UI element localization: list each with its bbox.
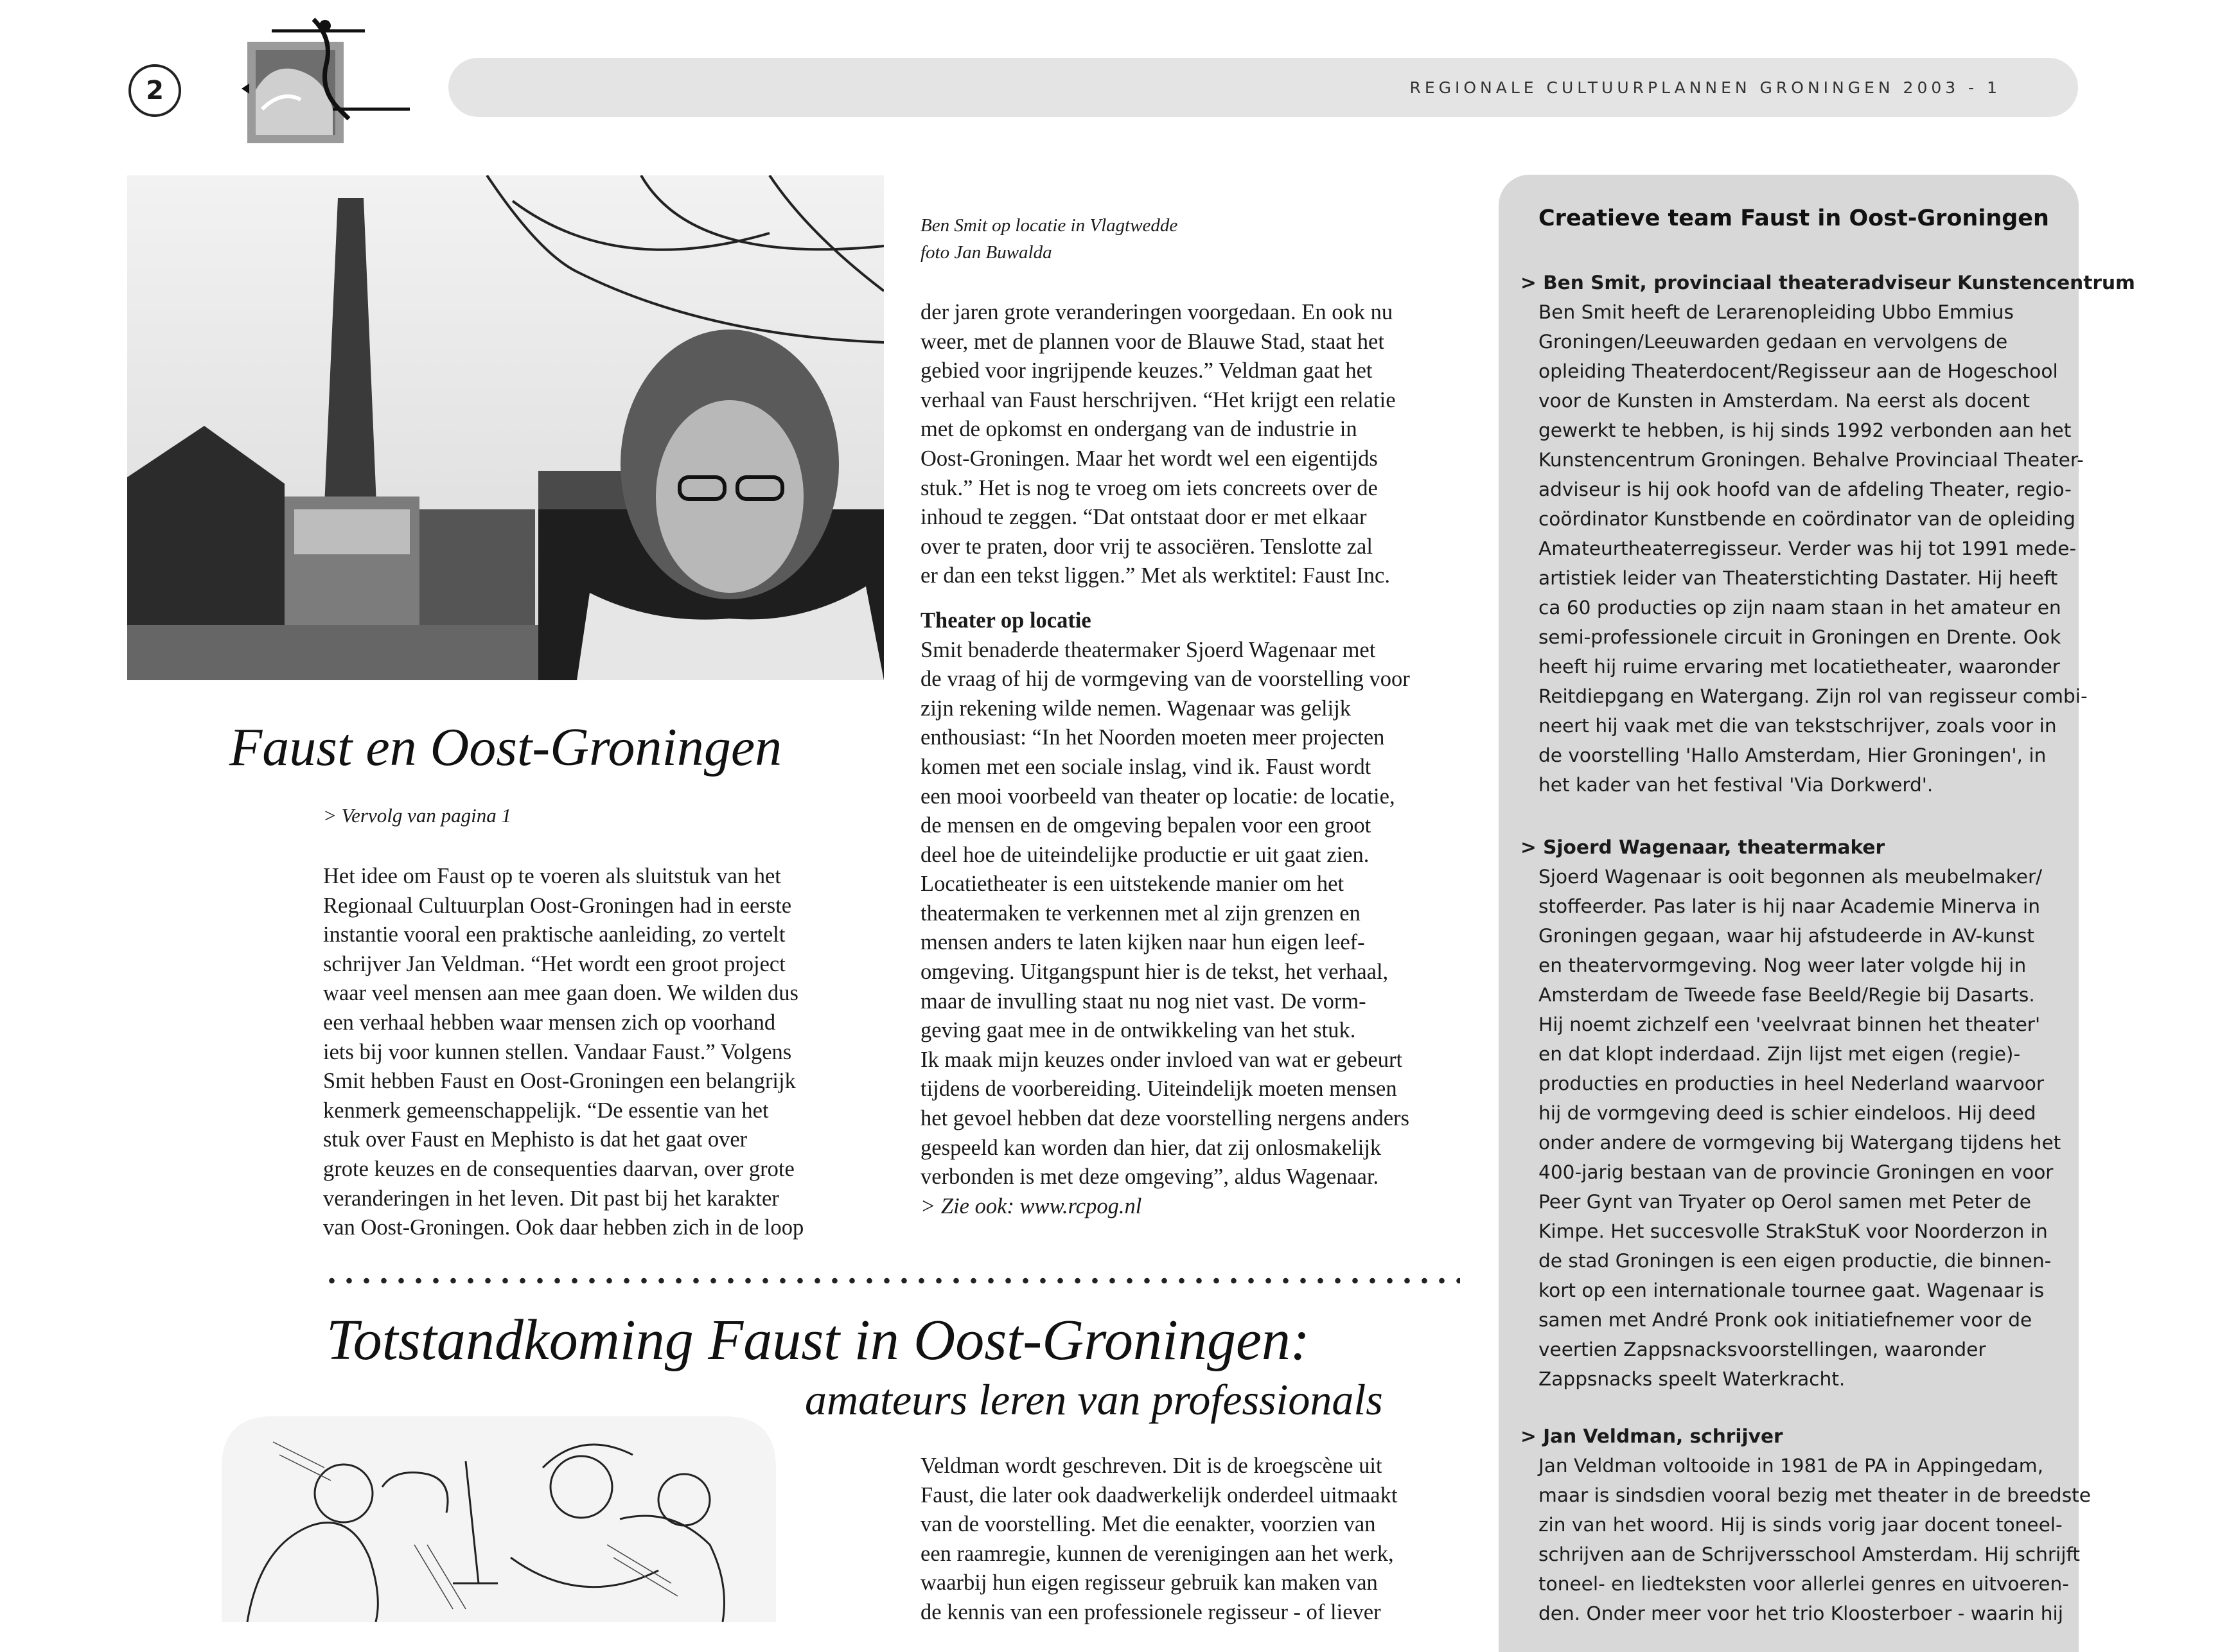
text-line: geving gaat mee in de ontwikkeling van het stuk. bbox=[921, 1018, 1356, 1043]
dotted-divider bbox=[323, 1277, 1460, 1285]
text-line: Peer Gynt van Tryater op Oerol samen met Peter de bbox=[1538, 1191, 2031, 1213]
publication-logo bbox=[236, 13, 416, 157]
text-line: over te praten, door vrij te associëren. Tenslotte zal bbox=[921, 534, 1373, 559]
sidebar-heading: > Ben Smit, provinciaal theateradviseur Kunstencentrum bbox=[1520, 272, 2135, 294]
article-column-1 bbox=[323, 862, 888, 1243]
text-line: Sjoerd Wagenaar is ooit begonnen als meubelmaker/ bbox=[1538, 866, 2043, 888]
text-line: kort op een internationale tournee gaat. Wagenaar is bbox=[1538, 1279, 2045, 1301]
text-line: stuk.” Het is nog te vroeg om iets concreets over de bbox=[921, 475, 1378, 500]
text-line: de kennis van een professionele regisseur - of liever bbox=[921, 1599, 1381, 1624]
photo-ben-smit bbox=[127, 175, 884, 680]
text-line: veertien Zappsnacksvoorstellingen, waaronder bbox=[1538, 1339, 1986, 1360]
page-number: 2 bbox=[128, 64, 181, 117]
text-line: gespeeld kan worden dan hier, dat zij onlosmakelijk bbox=[921, 1135, 1382, 1160]
text-line: ca 60 producties op zijn naam staan in het amateur en bbox=[1538, 597, 2061, 619]
text-line: Faust, die later ook daadwerkelijk onderdeel uitmaakt bbox=[921, 1482, 1398, 1507]
text-line: enthousiast: “In het Noorden moeten meer projecten bbox=[921, 725, 1385, 750]
see-also-link[interactable]: > Zie ook: www.rcpog.nl bbox=[921, 1193, 1142, 1218]
text-line: Ben Smit heeft de Lerarenopleiding Ubbo Emmius bbox=[1538, 301, 2014, 323]
tavern-illustration bbox=[222, 1416, 776, 1622]
text-line: kenmerk gemeenschappelijk. “De essentie van het bbox=[323, 1098, 769, 1123]
running-head-bar bbox=[448, 58, 2078, 117]
text-line: mensen anders te laten kijken naar hun eigen leef- bbox=[921, 930, 1365, 955]
sidebar-section-jan-veldman bbox=[1520, 1421, 2091, 1628]
text-line: Amsterdam de Tweede fase Beeld/Regie bij Dasarts. bbox=[1538, 984, 2035, 1006]
text-line: artistiek leider van Theaterstichting Dastater. Hij heeft bbox=[1538, 567, 2058, 589]
text-line: Groningen gegaan, waar hij afstudeerde in AV-kunst bbox=[1538, 925, 2034, 947]
text-line: Amateurtheaterregisseur. Verder was hij tot 1991 mede- bbox=[1538, 538, 2077, 559]
text-line: Smit benaderde theatermaker Sjoerd Wagenaar met bbox=[921, 637, 1376, 662]
text-line: Oost-Groningen. Maar het wordt wel een eigentijds bbox=[921, 446, 1378, 471]
text-line: de vraag of hij de vormgeving van de voorstelling voor bbox=[921, 667, 1410, 692]
text-line: Kunstencentrum Groningen. Behalve Provinciaal Theater- bbox=[1538, 449, 2084, 471]
text-line: van Oost-Groningen. Ook daar hebben zich in de loop bbox=[323, 1215, 804, 1240]
text-line: Jan Veldman voltooide in 1981 de PA in Appingedam, bbox=[1538, 1455, 2044, 1477]
caption-line: Ben Smit op locatie in Vlagtwedde bbox=[921, 215, 1178, 236]
text-line: met de opkomst en ondergang van de industrie in bbox=[921, 417, 1357, 442]
section-subhead: Theater op locatie bbox=[921, 608, 1091, 633]
text-line: er dan een tekst liggen.” Met als werktitel: Faust Inc. bbox=[921, 563, 1390, 588]
text-line: theatermaken te verkennen met al zijn grenzen en bbox=[921, 901, 1361, 926]
text-line: semi-professionele circuit in Groningen en Drente. Ook bbox=[1538, 626, 2061, 648]
article-title: Faust en Oost-Groningen bbox=[229, 717, 782, 777]
text-line: waarbij hun eigen regisseur gebruik kan maken van bbox=[921, 1570, 1378, 1595]
text-line: een raamregie, kunnen de verenigingen aan het werk, bbox=[921, 1541, 1394, 1566]
article2-column bbox=[921, 1452, 1479, 1628]
text-line: den. Onder meer voor het trio Kloosterboer - waarin hij bbox=[1538, 1603, 2063, 1624]
text-line: Smit hebben Faust en Oost-Groningen een belangrijk bbox=[323, 1069, 796, 1094]
text-line: waar veel mensen aan mee gaan doen. We wilden dus bbox=[323, 981, 798, 1006]
text-line: stuk over Faust en Mephisto is dat het gaat over bbox=[323, 1127, 748, 1152]
text-line: veranderingen in het leven. Dit past bij het karakter bbox=[323, 1186, 779, 1211]
text-line: Veldman wordt geschreven. Dit is de kroegscène uit bbox=[921, 1454, 1382, 1478]
text-line: maar de invulling staat nu nog niet vast. De vorm- bbox=[921, 989, 1366, 1014]
text-line: zijn rekening wilde nemen. Wagenaar was gelijk bbox=[921, 696, 1352, 721]
sidebar-section-ben-smit bbox=[1520, 268, 2135, 800]
text-line: komen met een sociale inslag, vind ik. Faust wordt bbox=[921, 754, 1371, 779]
text-line: het kader van het festival 'Via Dorkwerd'. bbox=[1538, 774, 1934, 796]
text-line: gewerkt te hebben, is hij sinds 1992 verbonden aan het bbox=[1538, 419, 2072, 441]
text-line: producties en producties in heel Nederland waarvoor bbox=[1538, 1073, 2045, 1094]
running-head: REGIONALE CULTUURPLANNEN GRONINGEN 2003 - 1 bbox=[1409, 78, 2001, 97]
text-line: hij de vormgeving deed is schier eindeloos. Hij deed bbox=[1538, 1102, 2036, 1124]
text-line: en dat klopt inderdaad. Zijn lijst met eigen (regie)- bbox=[1538, 1043, 2021, 1065]
text-line: neert hij vaak met die van tekstschrijver, zoals voor in bbox=[1538, 715, 2057, 737]
text-line: Regionaal Cultuurplan Oost-Groningen had in eerste bbox=[323, 893, 792, 918]
text-line: zin van het woord. Hij is sinds vorig jaar docent toneel- bbox=[1538, 1514, 2063, 1536]
text-line: omgeving. Uitgangspunt hier is de tekst, het verhaal, bbox=[921, 960, 1389, 985]
text-line: Zappsnacks speelt Waterkracht. bbox=[1538, 1368, 1846, 1390]
text-line: opleiding Theaterdocent/Regisseur aan de Hogeschool bbox=[1538, 360, 2058, 382]
text-line: samen met André Pronk ook initiatiefnemer voor de bbox=[1538, 1309, 2032, 1331]
article-column-2 bbox=[921, 298, 1479, 1221]
text-line: coördinator Kunstbende en coördinator van de opleiding bbox=[1538, 508, 2075, 530]
text-line: tijdens de voorbereiding. Uiteindelijk moeten mensen bbox=[921, 1076, 1397, 1102]
text-line: een verhaal hebben waar mensen zich op voorhand bbox=[323, 1010, 776, 1035]
text-line: 400-jarig bestaan van de provincie Groningen en voor bbox=[1538, 1161, 2054, 1183]
text-line: Ik maak mijn keuzes onder invloed van wat er gebeurt bbox=[921, 1047, 1403, 1072]
text-line: Locatietheater is een uitstekende manier om het bbox=[921, 872, 1344, 897]
text-line: gebied voor ingrijpende keuzes.” Veldman gaat het bbox=[921, 358, 1373, 383]
text-line: inhoud te zeggen. “Dat ontstaat door er met elkaar bbox=[921, 505, 1367, 530]
text-line: stoffeerder. Pas later is hij naar Academie Minerva in bbox=[1538, 895, 2041, 917]
photo-caption bbox=[921, 212, 1177, 266]
text-line: weer, met de plannen voor de Blauwe Stad, staat het bbox=[921, 329, 1384, 354]
sidebar-heading: > Sjoerd Wagenaar, theatermaker bbox=[1520, 836, 1885, 858]
text-line: Groningen/Leeuwarden gedaan en vervolgens de bbox=[1538, 331, 2008, 353]
sidebar-title: Creatieve team Faust in Oost-Groningen bbox=[1538, 206, 2049, 231]
text-line: schrijver Jan Veldman. “Het wordt een groot project bbox=[323, 951, 786, 976]
caption-line: foto Jan Buwalda bbox=[921, 242, 1052, 263]
text-line: de stad Groningen is een eigen productie, die binnen- bbox=[1538, 1250, 2052, 1272]
text-line: maar is sindsdien vooral bezig met theater in de breedste bbox=[1538, 1484, 2091, 1506]
text-line: schrijven aan de Schrijversschool Amsterdam. Hij schrijft bbox=[1538, 1543, 2080, 1565]
spacer bbox=[921, 591, 1479, 606]
continued-from-note: > Vervolg van pagina 1 bbox=[323, 804, 511, 827]
text-line: deel hoe de uiteindelijke productie er uit gaat zien. bbox=[921, 842, 1370, 867]
text-line: grote keuzes en de consequenties daarvan, over grote bbox=[323, 1156, 795, 1181]
text-line: voor de Kunsten in Amsterdam. Na eerst als docent bbox=[1538, 390, 2031, 412]
sidebar-heading: > Jan Veldman, schrijver bbox=[1520, 1425, 1783, 1447]
text-line: der jaren grote veranderingen voorgedaan. En ook nu bbox=[921, 300, 1393, 324]
article2-title: Totstandkoming Faust in Oost-Groningen: bbox=[326, 1308, 1310, 1372]
article2-subtitle: amateurs leren van professionals bbox=[805, 1375, 1383, 1424]
text-line: Reitdiepgang en Watergang. Zijn rol van regisseur combi- bbox=[1538, 685, 2088, 707]
text-line: Kimpe. Het succesvolle StrakStuK voor Noorderzon in bbox=[1538, 1220, 2048, 1242]
text-line: adviseur is hij ook hoofd van de afdeling Theater, regio- bbox=[1538, 479, 2072, 500]
sidebar-section-sjoerd-wagenaar bbox=[1520, 832, 2061, 1394]
text-line: de mensen en de omgeving bepalen voor een groot bbox=[921, 813, 1371, 838]
text-line: verhaal van Faust herschrijven. “Het krijgt een relatie bbox=[921, 387, 1396, 412]
text-line: heeft hij ruime ervaring met locatietheater, waaronder bbox=[1538, 656, 2060, 678]
text-line: Hij noemt zichzelf een 'veelvraat binnen het theater' bbox=[1538, 1014, 2041, 1035]
text-line: het gevoel hebben dat deze voorstelling nergens anders bbox=[921, 1106, 1409, 1131]
text-line: en theatervormgeving. Nog weer later volgde hij in bbox=[1538, 954, 2027, 976]
text-line: instantie vooral een praktische aanleiding, zo vertelt bbox=[323, 922, 786, 947]
text-line: de voorstelling 'Hallo Amsterdam, Hier Groningen', in bbox=[1538, 744, 2047, 766]
text-line: een mooi voorbeeld van theater op locatie: de locatie, bbox=[921, 784, 1395, 809]
text-line: iets bij voor kunnen stellen. Vandaar Faust.” Volgens bbox=[323, 1039, 792, 1064]
text-line: toneel- en liedteksten voor allerlei genres en uitvoeren- bbox=[1538, 1573, 2069, 1595]
text-line: verbonden is met deze omgeving”, aldus Wagenaar. bbox=[921, 1164, 1379, 1190]
text-line: Het idee om Faust op te voeren als sluitstuk van het bbox=[323, 864, 781, 888]
text-line: onder andere de vormgeving bij Watergang tijdens het bbox=[1538, 1132, 2061, 1154]
text-line: van de voorstelling. Met die eenakter, voorzien van bbox=[921, 1512, 1376, 1537]
